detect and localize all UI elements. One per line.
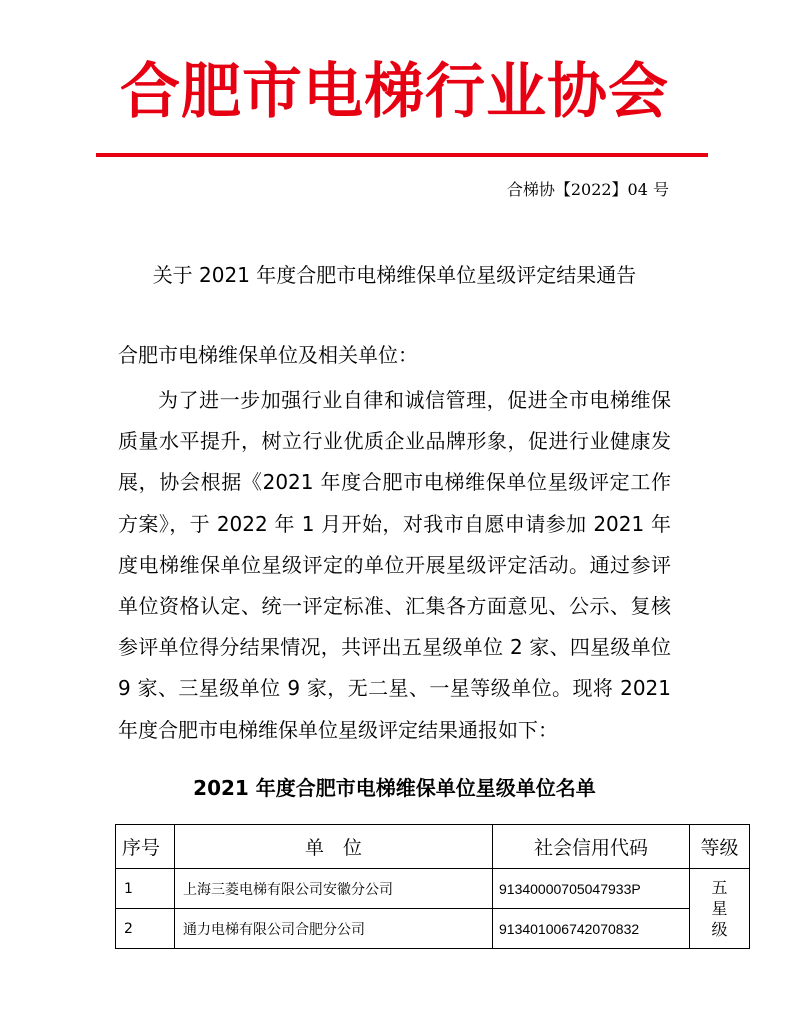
header-code: 社会信用代码 [493, 825, 690, 869]
row-unit: 上海三菱电梯有限公司安徽分公司 [175, 869, 493, 909]
table-title: 2021 年度合肥市电梯维保单位星级单位名单 [193, 776, 596, 800]
row-no: 1 [116, 869, 175, 909]
body-paragraph: 为了进一步加强行业自律和诚信管理，促进全市电梯维保质量水平提升，树立行业优质企业品牌形象，促进行业健康发展，协会根据《2021 年度合肥市电梯维保单位星级评定工作方案》，于 2022 年 1 月开始，对我市自愿申请参加 2021 年度电梯维保单位星级评定的单位开展星级评定活动。通过参评单位资格认定、统一评定标准、汇集各方面意见、公示、复核参评单位得分结果情况，共评出五星级单位 2 家、四星级单位 9 家、三星级单位 9 家，无二星、一星等级单位。现将 2021 年度合肥市电梯维保单位星级评定结果通报如下： [118, 388, 671, 742]
row-code: 913401006742070832 [493, 909, 690, 949]
table-row [116, 909, 750, 949]
salutation: 合肥市电梯维保单位及相关单位： [118, 343, 418, 367]
grade-text: 五星级 [711, 878, 728, 939]
row-code: 91340000705047933P [493, 869, 690, 909]
header-no: 序号 [116, 825, 175, 869]
row-no: 2 [116, 909, 175, 949]
row-grade [690, 869, 750, 949]
org-name-header: 合肥市电梯行业协会 [120, 57, 669, 127]
table-header-row [116, 825, 750, 869]
header-divider [96, 153, 708, 157]
notice-title: 关于 2021 年度合肥市电梯维保单位星级评定结果通告 [152, 263, 637, 287]
rating-table [115, 824, 750, 949]
table-row [116, 869, 750, 909]
row-unit: 通力电梯有限公司合肥分公司 [175, 909, 493, 949]
header-unit: 单 位 [175, 825, 493, 869]
document-number: 合梯协【2022】04 号 [506, 180, 669, 199]
header-grade: 等级 [690, 825, 750, 869]
